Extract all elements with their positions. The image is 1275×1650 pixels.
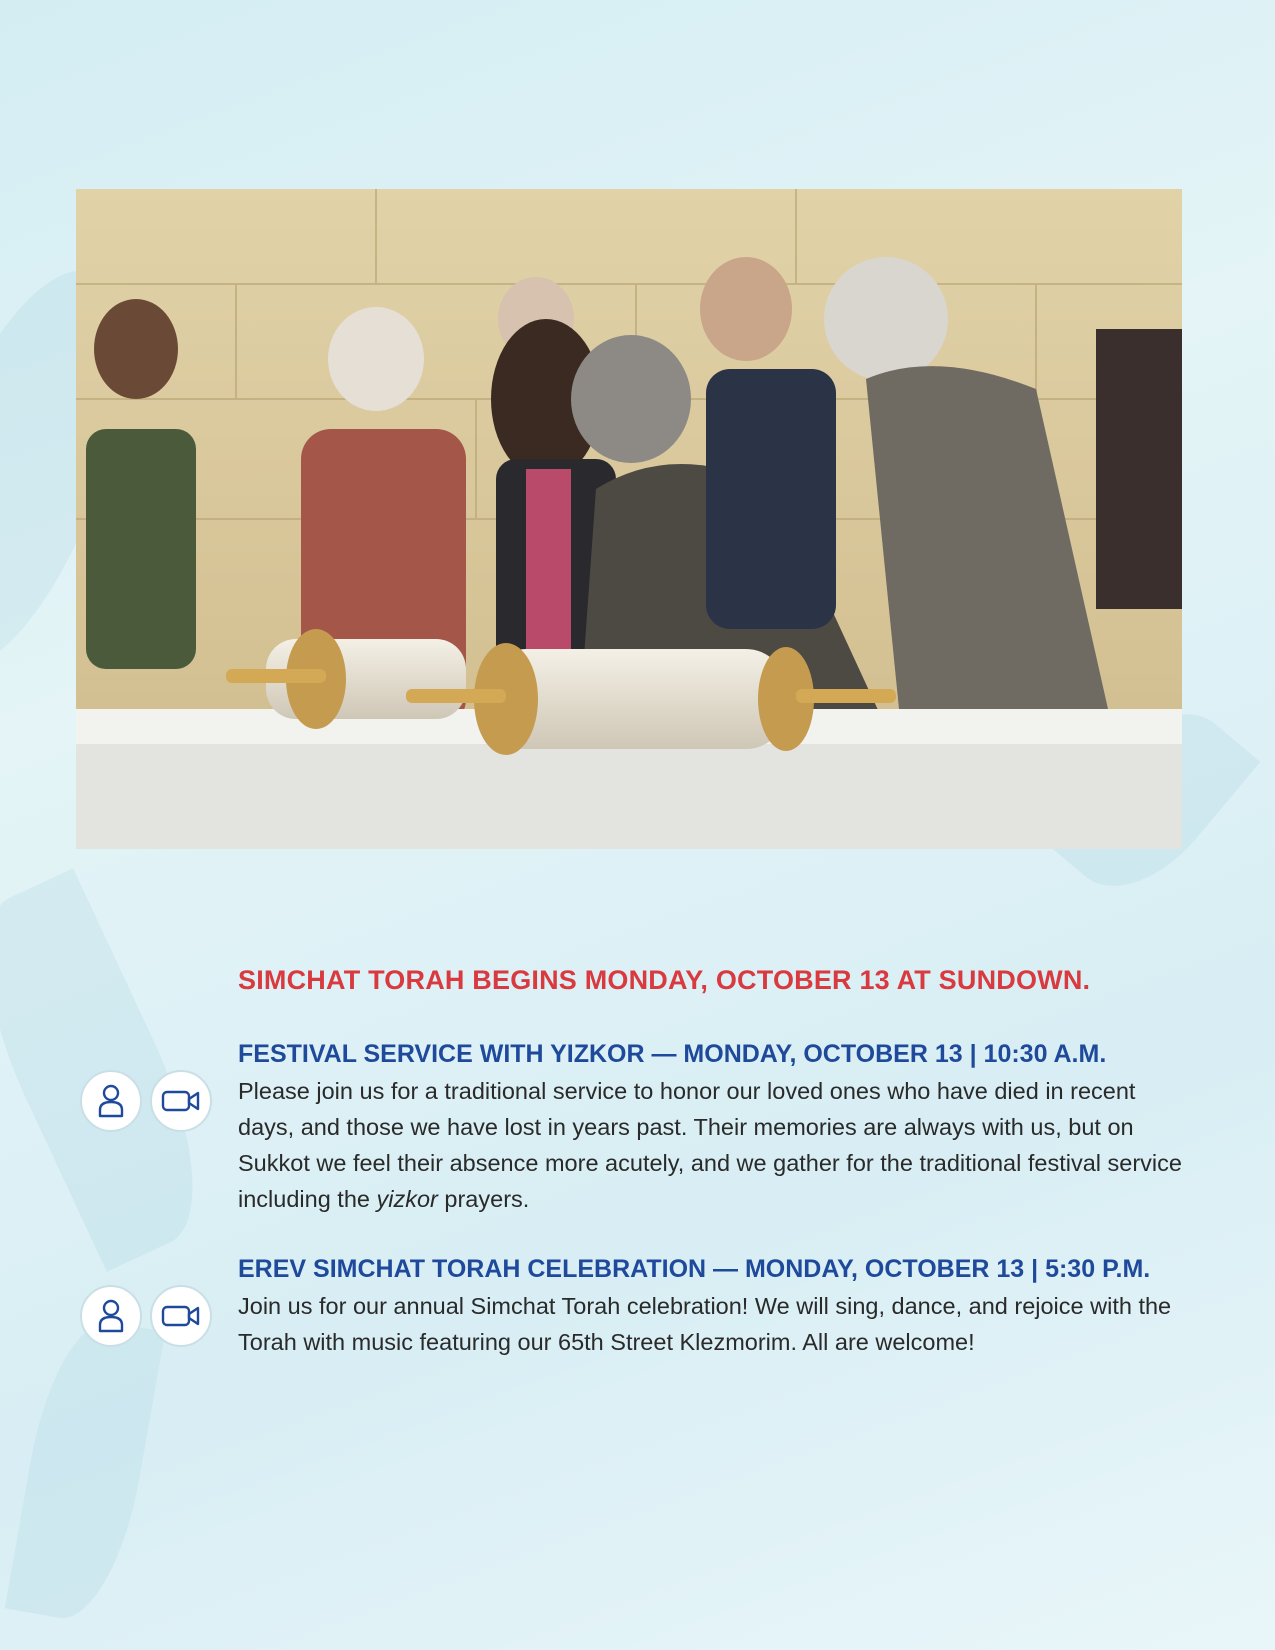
holiday-headline: SIMCHAT TORAH BEGINS MONDAY, OCTOBER 13 AT SUNDOWN.: [238, 965, 1091, 995]
in-person-icon: [80, 1070, 142, 1132]
event-listing: [238, 965, 1198, 1398]
event-description: Join us for our annual Simchat Torah celebration! We will sing, dance, and rejoice with the Torah with music featuring our 65th Street Klezmorim. All are welcome!: [238, 1293, 1172, 1355]
event-description: Please join us for a traditional service to honor our loved ones who have died in recent days, and those we have lost in years past. Their memories are always with us, but on Sukkot we feel their absence more acutely, and we gather for the traditional festival service including the yizkor prayers.: [238, 1078, 1182, 1212]
event-title: FESTIVAL SERVICE WITH YIZKOR — MONDAY, OCTOBER 13 | 10:30 A.M.: [238, 1040, 1107, 1068]
event-simchat-torah-celebration: [238, 1255, 1198, 1360]
event-festival-service: [238, 1040, 1198, 1217]
video-camera-icon: [161, 1089, 201, 1113]
attendance-icons: [80, 1285, 212, 1347]
background-leaf-decoration: [5, 1313, 165, 1628]
video-camera-icon: [161, 1304, 201, 1328]
person-icon: [96, 1084, 126, 1118]
torah-ceremony-photo: [76, 189, 1182, 849]
attendance-icons: [80, 1070, 212, 1132]
online-icon: [150, 1285, 212, 1347]
event-title: EREV SIMCHAT TORAH CELEBRATION — MONDAY, OCTOBER 13 | 5:30 P.M.: [238, 1255, 1151, 1283]
online-icon: [150, 1070, 212, 1132]
person-icon: [96, 1299, 126, 1333]
in-person-icon: [80, 1285, 142, 1347]
